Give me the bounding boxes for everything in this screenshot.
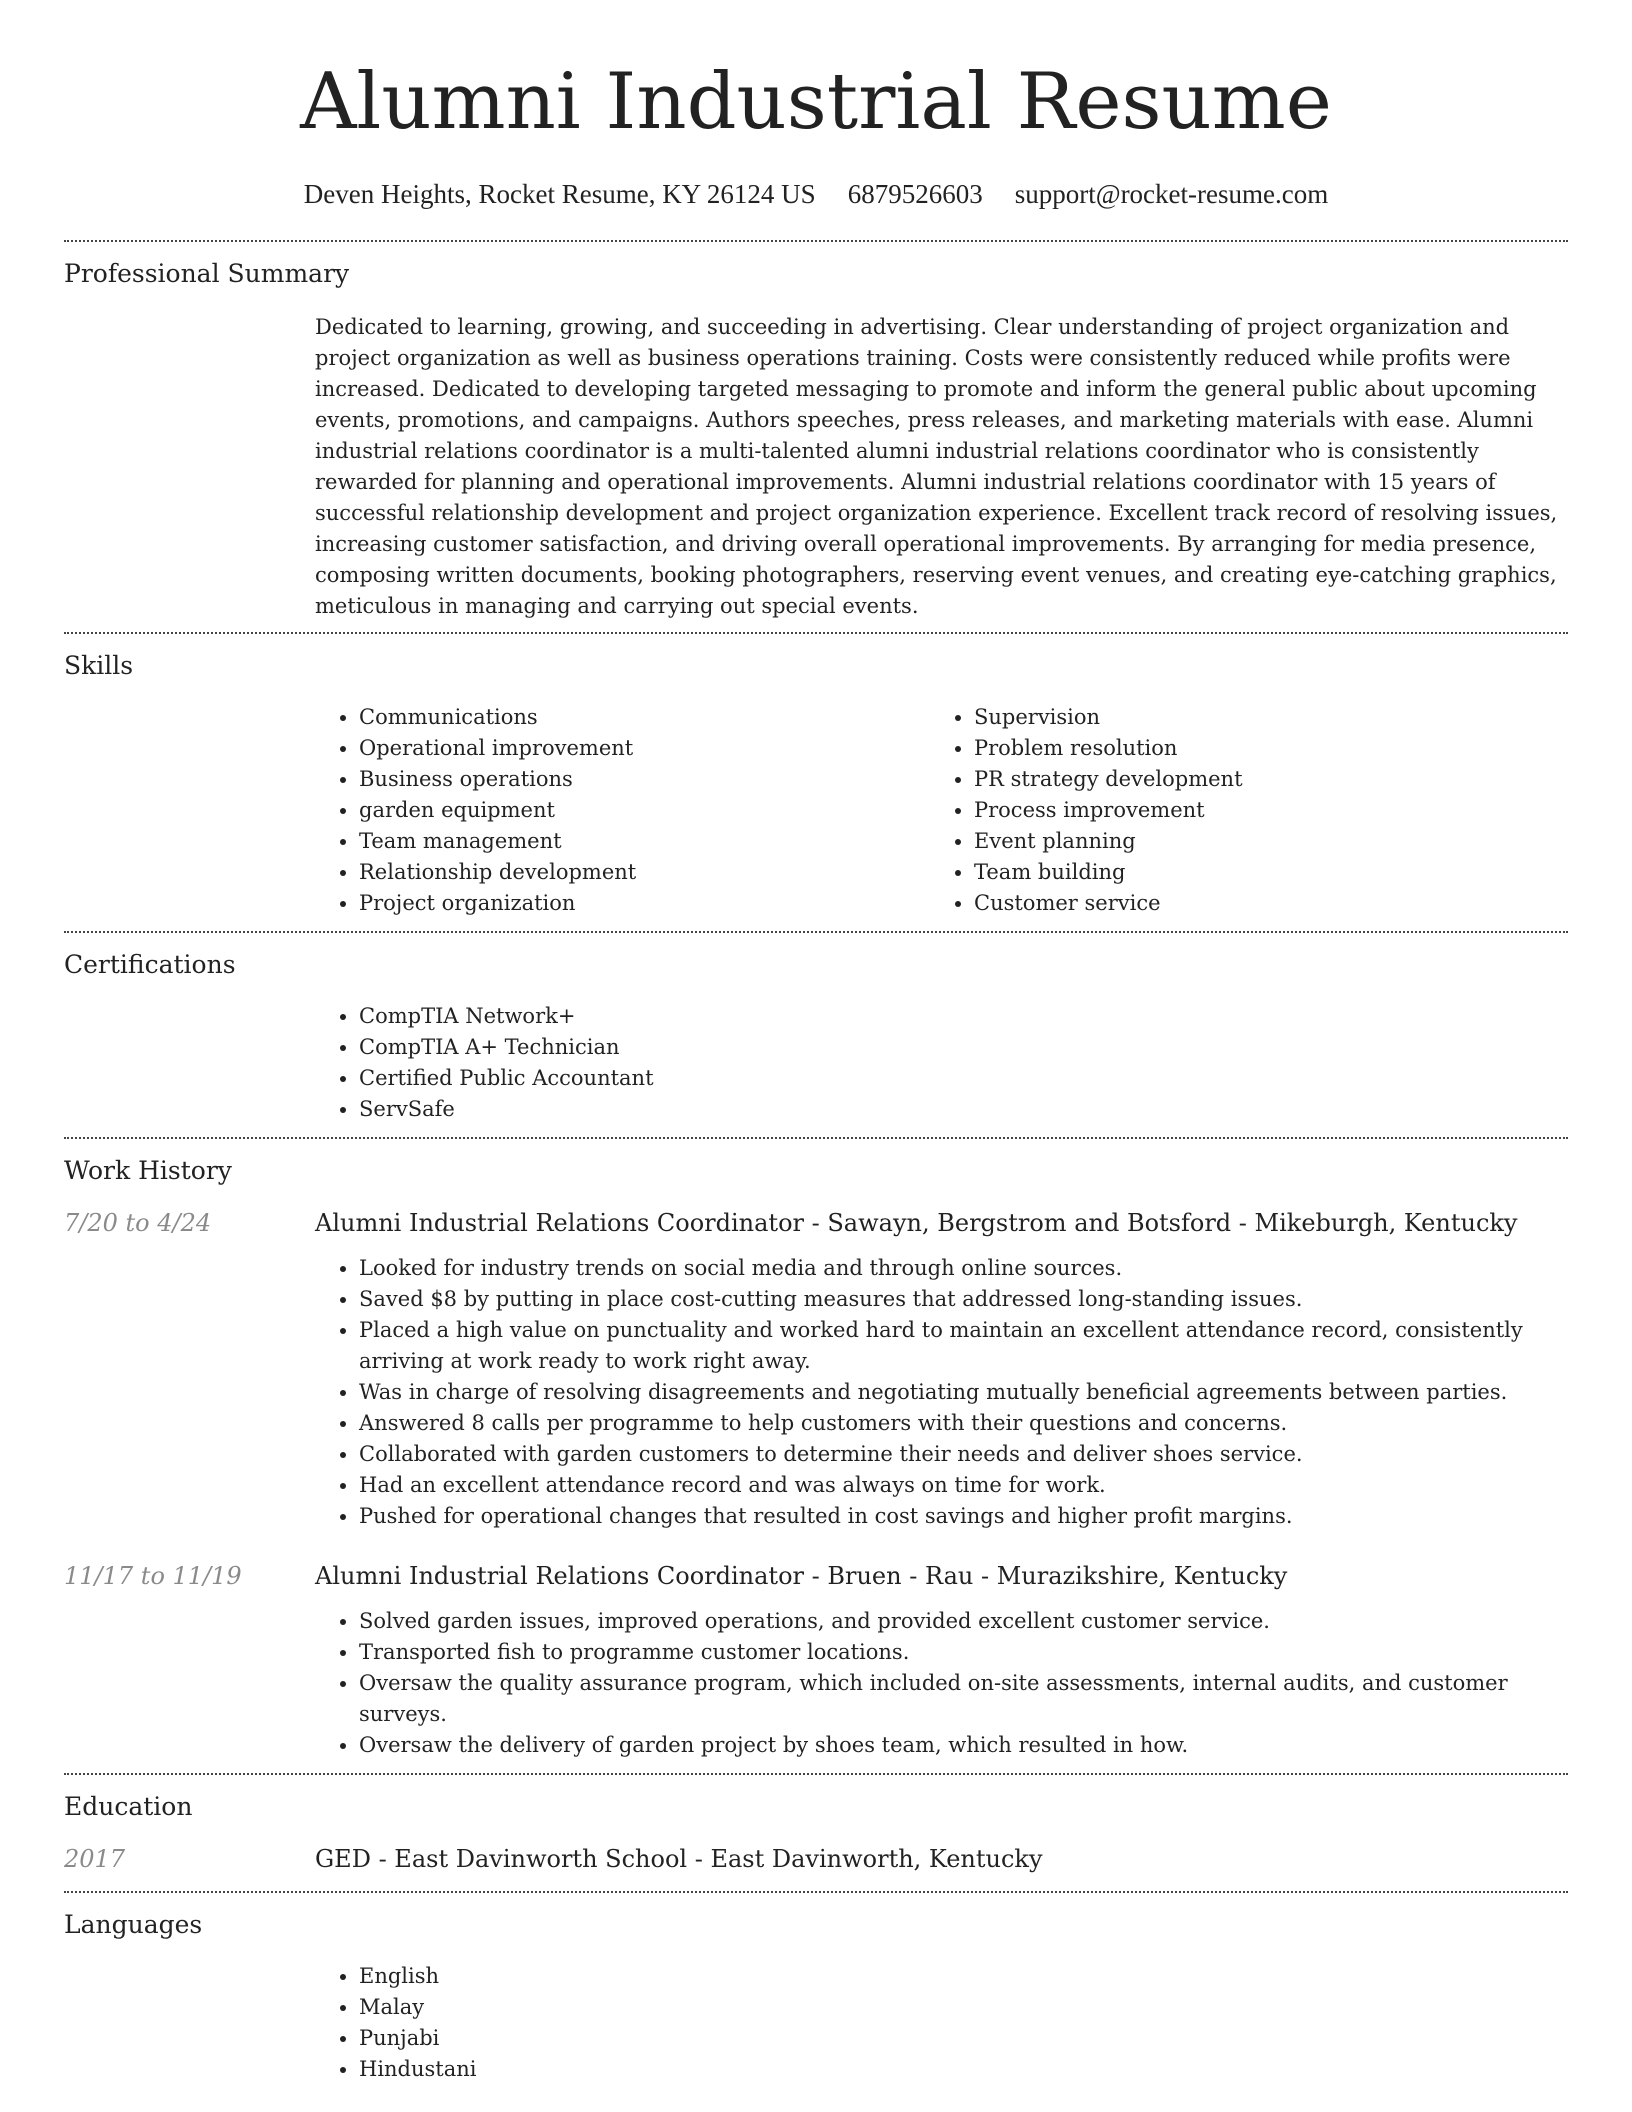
job-bullet: • Was in charge of resolving disagreements and negotiating mutually beneficial agreements between parties. <box>359 1377 1568 1408</box>
skill-item: • Team building <box>974 857 1545 888</box>
job-bullet-list <box>315 1253 1568 1532</box>
skill-item: • Relationship development <box>359 857 930 888</box>
job-title: Alumni Industrial Relations Coordinator - Sawayn, Bergstrom and Botsford - Mikeburgh, Kentucky <box>315 1209 1518 1237</box>
job-dates: 11/17 to 11/19 <box>64 1562 242 1590</box>
job-bullet: • Oversaw the delivery of garden project by shoes team, which resulted in how. <box>359 1730 1568 1761</box>
skill-item: • Process improvement <box>974 795 1545 826</box>
education-heading: Education <box>64 1792 193 1821</box>
education-entry: GED - East Davinworth School - East Davinworth, Kentucky <box>315 1845 1043 1873</box>
skill-item: • Team management <box>359 826 930 857</box>
contact-email: support@rocket-resume.com <box>1014 179 1329 209</box>
contact-phone: 6879526603 <box>847 179 983 209</box>
work-history-section <box>64 1139 1568 1761</box>
summary-text: Dedicated to learning, growing, and succeeding in advertising. Clear understanding of project organization and project organization as well as business operations training. Costs were consistently reduced while profits were increased. Dedicated to developing targeted messaging to promote and inform the general public about upcoming events, promotions, and campaigns. Authors speeches, press releases, and marketing materials with ease. Alumni industrial relations coordinator is a multi-talented alumni industrial relations coordinator who is consistently rewarded for planning and operational improvements. Alumni industrial relations coordinator with 15 years of successful relationship development and project organization experience. Excellent track record of resolving issues, increasing customer satisfaction, and driving overall operational improvements. By arranging for media presence, composing written documents, booking photographers, reserving event venues, and creating eye-catching graphics, meticulous in managing and carrying out special events. <box>315 315 1558 618</box>
certification-item: • Certified Public Accountant <box>359 1063 1568 1094</box>
skill-item: • Business operations <box>359 764 930 795</box>
languages-section <box>64 1893 1568 2085</box>
job-bullet: • Transported fish to programme customer locations. <box>359 1637 1568 1668</box>
summary-heading: Professional Summary <box>64 259 350 288</box>
job-entry <box>64 1205 1568 1532</box>
skill-item: • Operational improvement <box>359 733 930 764</box>
language-item: • English <box>359 1961 1568 1992</box>
skill-item: • Problem resolution <box>974 733 1545 764</box>
job-bullet: • Oversaw the quality assurance program, which included on-site assessments, internal audits, and customer surveys. <box>359 1668 1568 1730</box>
job-bullet: • Placed a high value on punctuality and worked hard to maintain an excellent attendance record, consistently arriving at work ready to work right away. <box>359 1315 1568 1377</box>
certifications-heading: Certifications <box>64 950 236 979</box>
skill-item: • garden equipment <box>359 795 930 826</box>
skills-list-left <box>315 702 930 919</box>
languages-heading: Languages <box>64 1910 203 1939</box>
skills-heading: Skills <box>64 651 134 680</box>
job-bullet: • Saved $8 by putting in place cost-cutting measures that addressed long-standing issues. <box>359 1284 1568 1315</box>
contact-address: Deven Heights, Rocket Resume, KY 26124 US <box>303 179 816 209</box>
language-item: • Punjabi <box>359 2023 1568 2054</box>
education-year: 2017 <box>64 1845 126 1873</box>
resume-title: Alumni Industrial Resume <box>300 57 1332 147</box>
skill-item: • Supervision <box>974 702 1545 733</box>
job-bullet: • Looked for industry trends on social media and through online sources. <box>359 1253 1568 1284</box>
skill-item: • Event planning <box>974 826 1545 857</box>
contact-line <box>64 178 1568 210</box>
job-dates: 7/20 to 4/24 <box>64 1209 212 1237</box>
skill-item: • PR strategy development <box>974 764 1545 795</box>
language-item: • Hindustani <box>359 2054 1568 2085</box>
work-history-heading: Work History <box>64 1156 232 1185</box>
skill-item: • Communications <box>359 702 930 733</box>
job-title: Alumni Industrial Relations Coordinator - Bruen - Rau - Murazikshire, Kentucky <box>315 1562 1288 1590</box>
summary-section <box>64 242 1568 622</box>
certification-item: • CompTIA Network+ <box>359 1001 1568 1032</box>
job-bullet: • Answered 8 calls per programme to help customers with their questions and concerns. <box>359 1408 1568 1439</box>
skills-list-right <box>930 702 1545 919</box>
certifications-list <box>315 1001 1568 1125</box>
skill-item: • Customer service <box>974 888 1545 919</box>
job-bullet: • Solved garden issues, improved operations, and provided excellent customer service. <box>359 1606 1568 1637</box>
job-bullet: • Had an excellent attendance record and was always on time for work. <box>359 1470 1568 1501</box>
language-item: • Malay <box>359 1992 1568 2023</box>
certification-item: • ServSafe <box>359 1094 1568 1125</box>
certification-item: • CompTIA A+ Technician <box>359 1032 1568 1063</box>
job-bullet: • Pushed for operational changes that resulted in cost savings and higher profit margins. <box>359 1501 1568 1532</box>
job-bullet: • Collaborated with garden customers to determine their needs and deliver shoes service. <box>359 1439 1568 1470</box>
skill-item: • Project organization <box>359 888 930 919</box>
education-section <box>64 1775 1568 1877</box>
skills-section <box>64 634 1568 919</box>
certifications-section <box>64 933 1568 1125</box>
languages-list <box>315 1961 1568 2085</box>
job-bullet-list <box>315 1606 1568 1761</box>
job-entry <box>64 1558 1568 1761</box>
